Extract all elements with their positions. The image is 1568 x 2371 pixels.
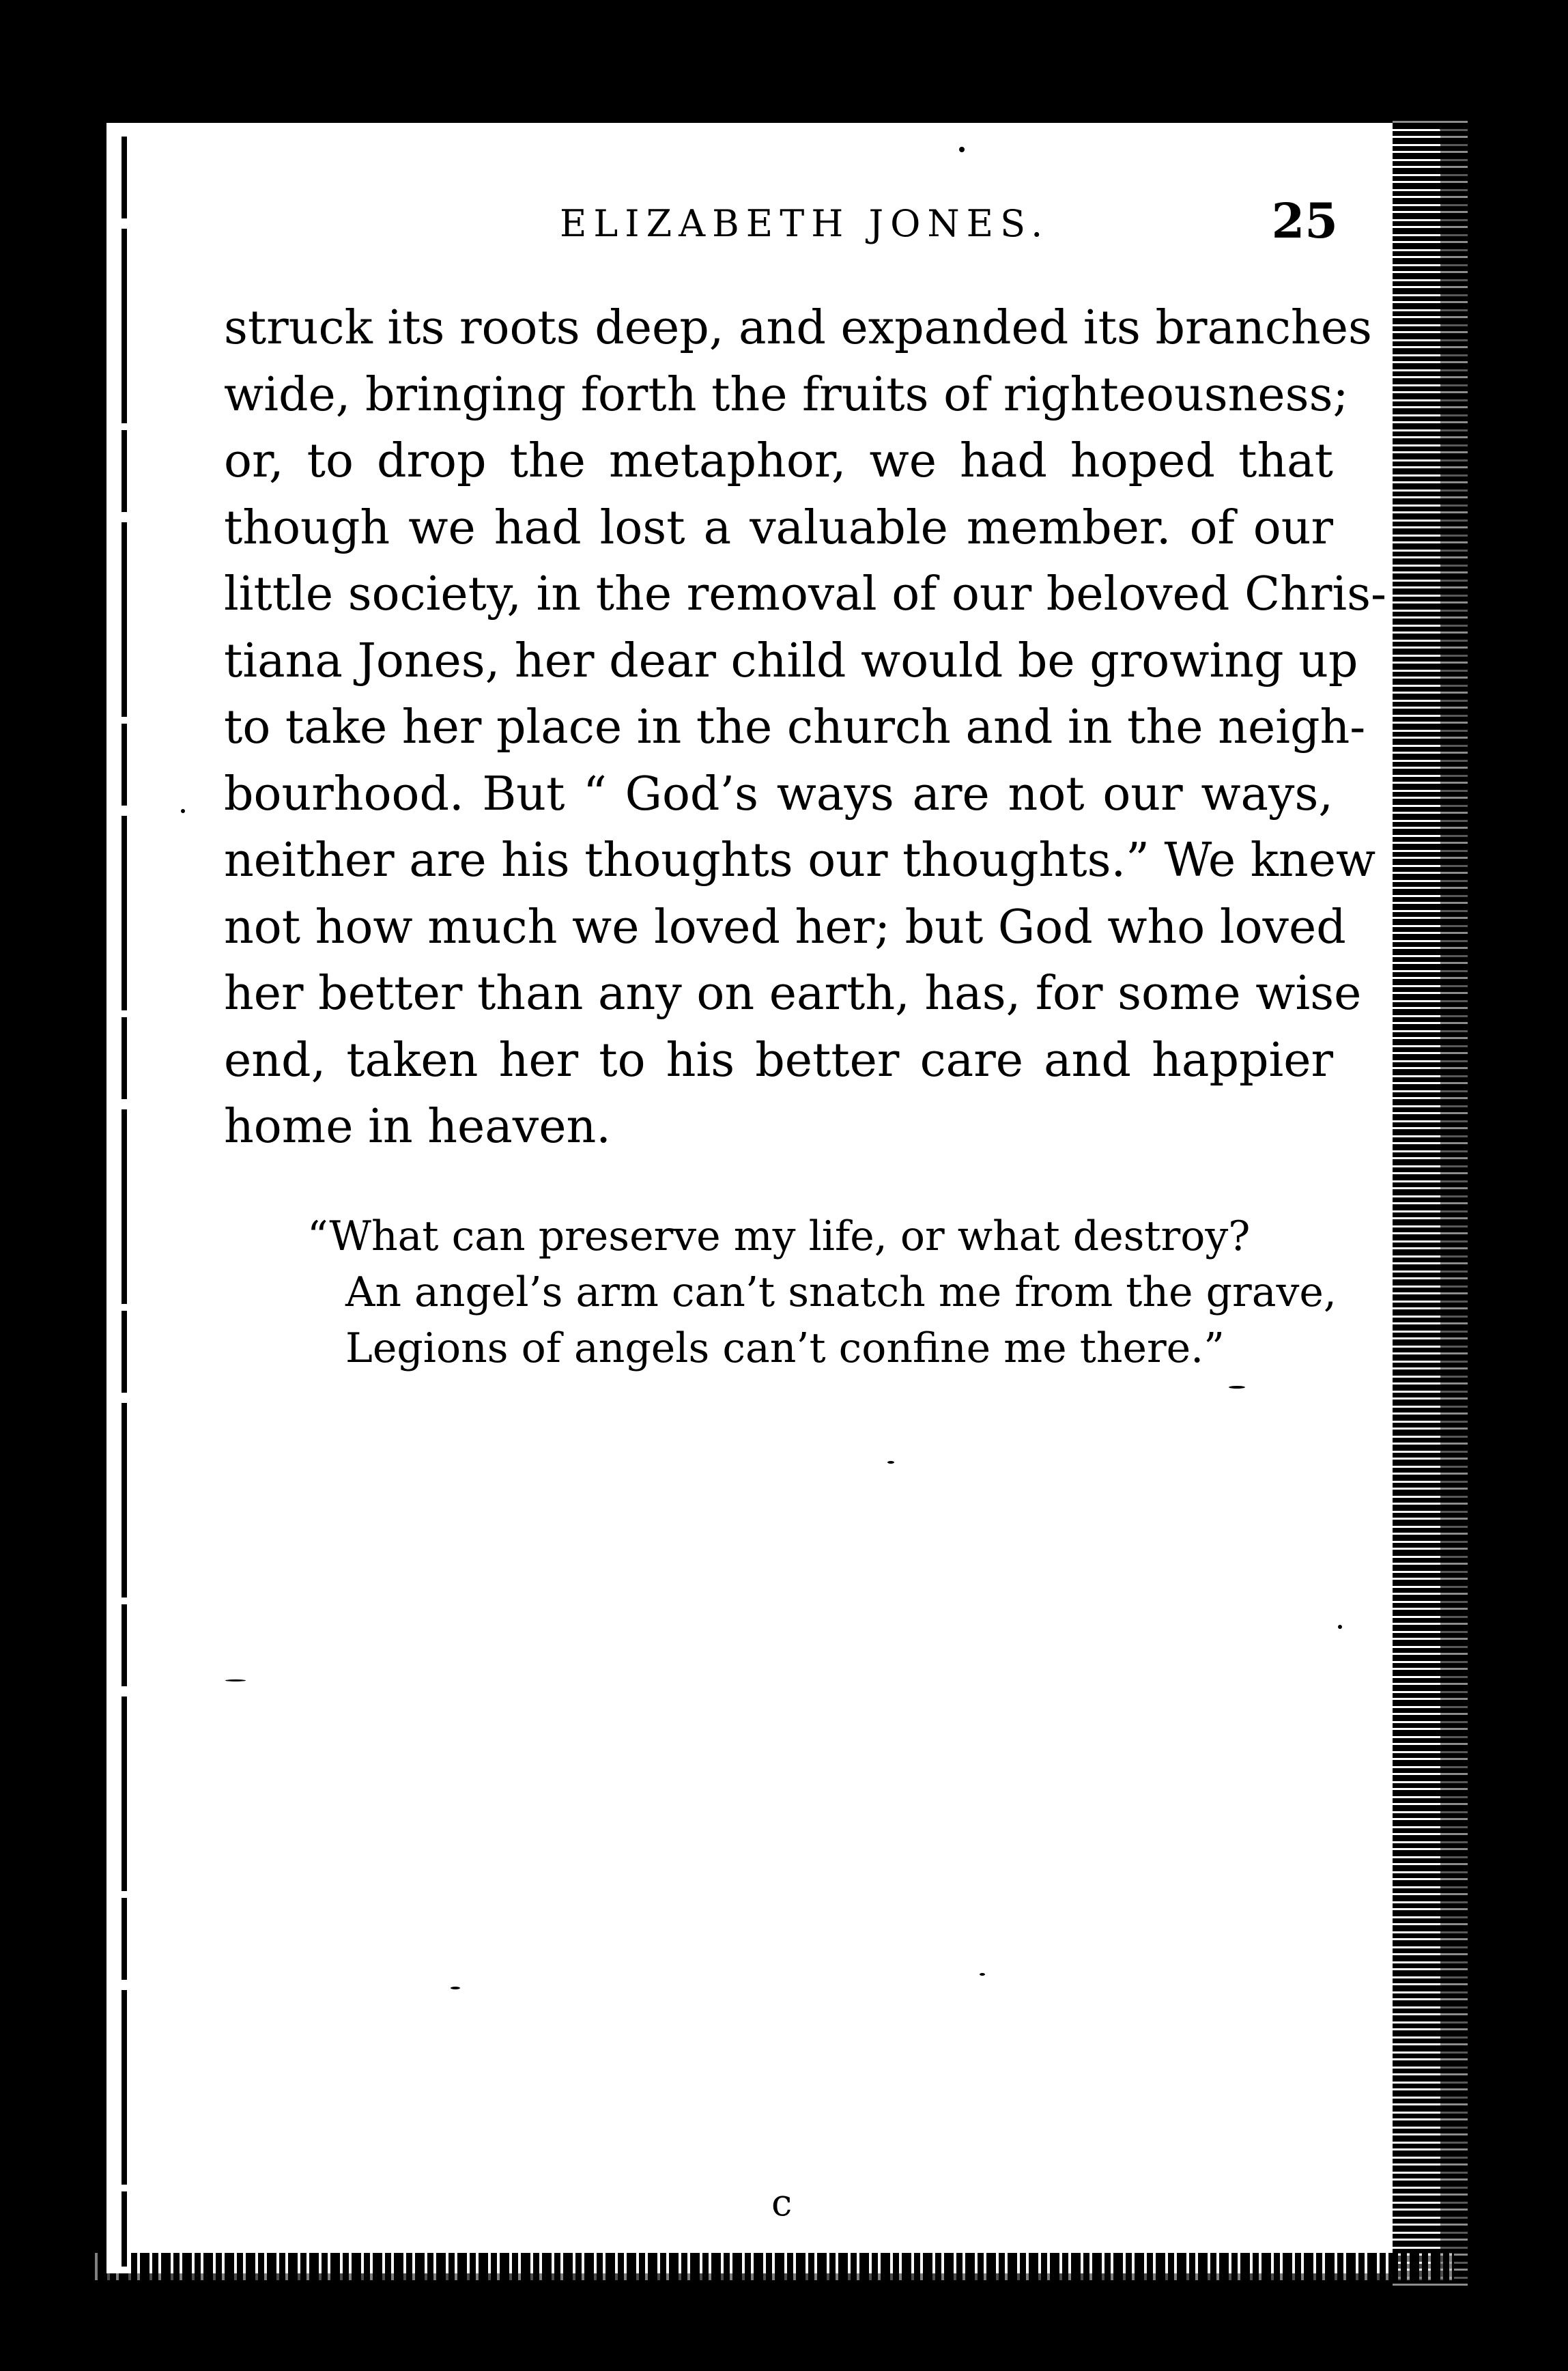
- verse-line: An angel’s arm can’t snatch me from the grave,: [345, 1268, 1337, 1316]
- body-paragraph: [224, 295, 1387, 1161]
- text-line: tiana Jones, her dear child would be growing up: [224, 634, 1358, 688]
- text-line: her better than any on earth, has, for some wise: [224, 967, 1362, 1021]
- running-head: ELIZABETH JONES.: [560, 202, 1050, 245]
- gutter-line: [122, 137, 127, 2267]
- text-line: little society, in the removal of our beloved Chris-: [224, 567, 1387, 621]
- text-line: neither are his thoughts our thoughts.” We knew: [224, 834, 1376, 888]
- text-line: to take her place in the church and in the neigh-: [224, 700, 1366, 754]
- scan-speck: [225, 1679, 246, 1681]
- page-number: 25: [1271, 193, 1338, 249]
- text-line: end, taken her to his better care and happier: [224, 1033, 1333, 1088]
- scan-speck: [1338, 1625, 1342, 1629]
- scan-speck: [1229, 1386, 1245, 1389]
- text-line: though we had lost a valuable member. of our: [224, 500, 1333, 555]
- page-bottom-edge: [89, 2253, 1454, 2280]
- text-line: bourhood. But “ God’s ways are not our ways,: [224, 767, 1333, 821]
- scan-speck: [887, 1461, 894, 1464]
- scan-speck: [959, 147, 965, 152]
- text-line: home in heaven.: [224, 1100, 611, 1154]
- text-line: not how much we loved her; but God who loved: [224, 900, 1346, 954]
- page-right-edge: [1393, 116, 1468, 2287]
- scan-speck: [181, 809, 185, 813]
- signature-mark: c: [771, 2181, 793, 2224]
- scan-speck: [451, 1987, 460, 1989]
- page-header: [218, 193, 1338, 254]
- text-line: wide, bringing forth the fruits of righteousness;: [224, 367, 1349, 422]
- text-line: struck its roots deep, and expanded its branches: [224, 301, 1372, 355]
- text-line: or, to drop the metaphor, we had hoped that: [224, 434, 1333, 488]
- scan-speck: [980, 1973, 985, 1976]
- verse-line: “What can preserve my life, or what destroy?: [307, 1212, 1251, 1260]
- verse-quotation: [307, 1208, 1337, 1376]
- verse-line: Legions of angels can’t confine me there.”: [345, 1324, 1225, 1372]
